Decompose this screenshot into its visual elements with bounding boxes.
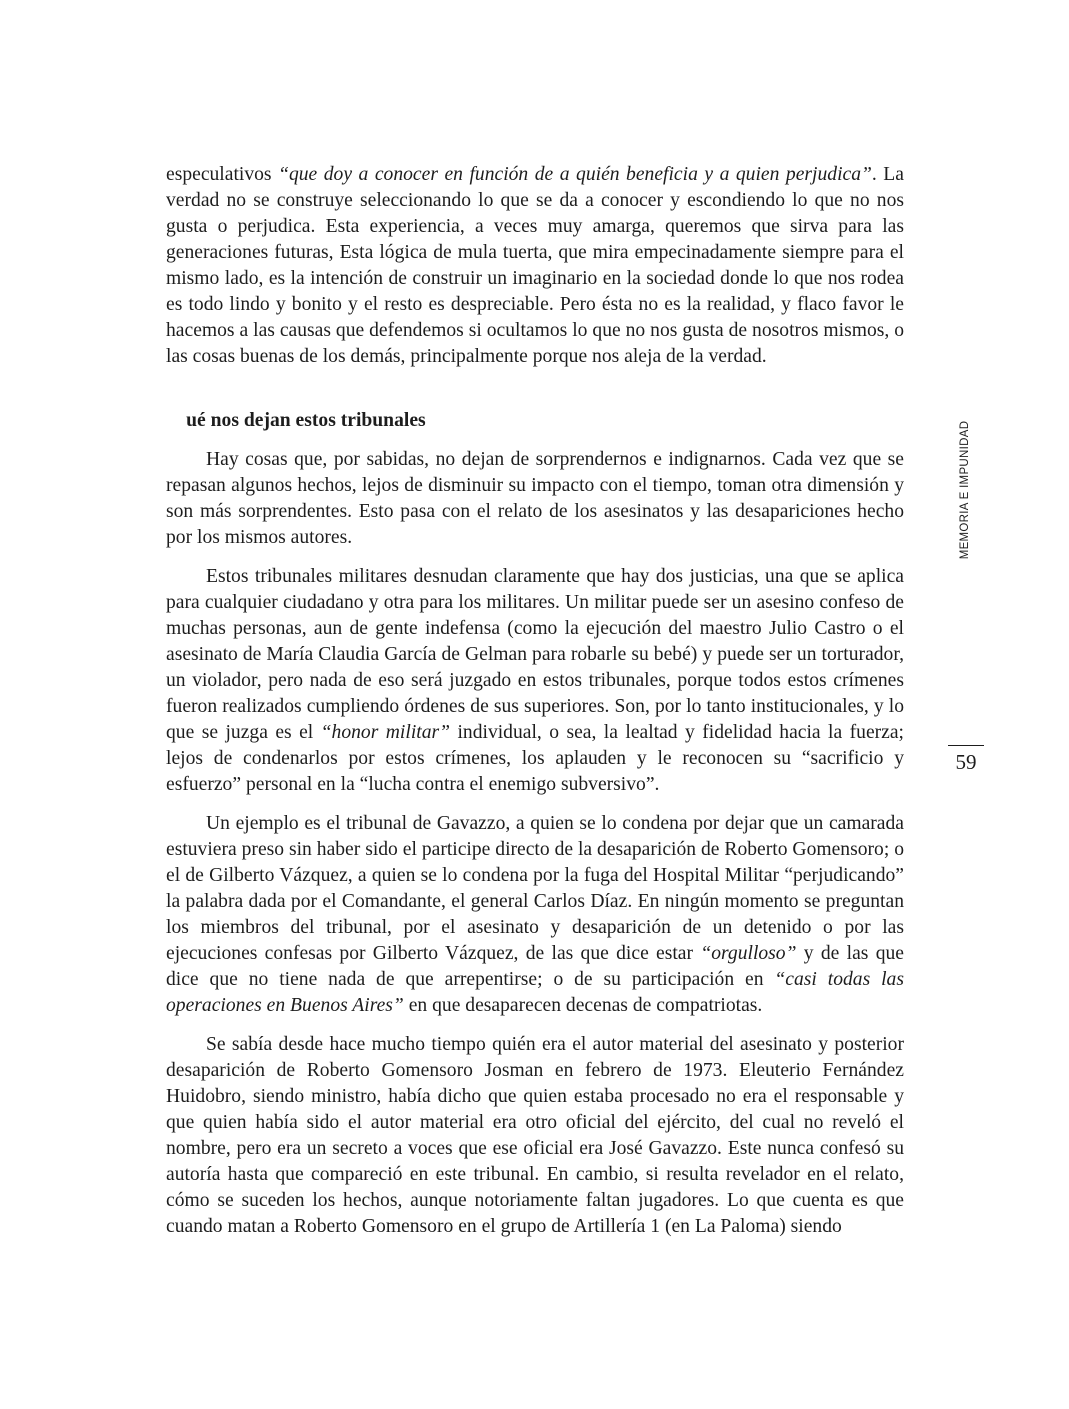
section-body — [166, 447, 904, 1240]
section-heading:   ué nos dejan estos tribunales — [166, 410, 426, 431]
paragraph: Estos tribunales militares desnudan claramente que hay dos justicias, una que se aplica para cualquier ciudadano y otra para los militares. Un militar puede ser un asesino confeso de muchas personas, aun de gente indefensa (como la ejecución del maestro Julio Castro o el asesinato de María Claudia García de Gelman para robarle su bebé) y puede ser un torturador, un violador, pero nada de eso será juzgado en estos tribunales, porque todos estos crímenes fueron realizados cumpliendo órdenes de sus superiores. Son, por lo tanto institucionales, y lo que se juzga es el “honor militar” individual, o sea, la lealtad y fidelidad hacia la fuerza; lejos de condenarlos por estos crímenes, los aplauden y le reconocen su “sacrificio y esfuerzo” personal en la “lucha contra el enemigo subversivo”. — [166, 566, 905, 795]
paragraph: Un ejemplo es el tribunal de Gavazzo, a quien se lo condena por dejar que un camarada estuviera preso sin haber sido el participe directo de la desaparición de Roberto Gomensoro; o el de Gilberto Vázquez, a quien se lo condena por la fuga del Hospital Militar “perjudicando” la palabra dada por el Comandante, el general Carlos Díaz. En ningún momento se preguntan los miembros del tribunal, por el asesinato y desaparición de un detenido o por las ejecuciones confesas por Gilberto Vázquez, de las que dice estar “orgulloso” y de las que dice que no tiene nada de que arrepentirse; o de su participación en “casi todas las operaciones en Buenos Aires” en que desaparecen decenas de compatriotas. — [166, 813, 904, 1016]
quote-italic: “orgulloso” — [700, 943, 797, 964]
paragraph: Se sabía desde hace mucho tiempo quién era el autor material del asesinato y posterior desaparición de Roberto Gomensoro Josman en febrero de 1973. Eleuterio Fernández Huidobro, siendo ministro, había dicho que quien estaba procesado no era el responsable y que quien había sido el autor material era otro oficial del ejército, del cual no reveló el nombre, pero era un secreto a voces que ese oficial era José Gavazzo. Este nunca confesó su autoría hasta que compareció en este tribunal. En cambio, si resulta revelador en el relato, cómo se suceden los hechos, aunque notoriamente faltan jugadores. Lo que cuenta es que cuando matan a Roberto Gomensoro en el grupo de Artillería 1 (en La Paloma) siendo — [166, 1034, 904, 1237]
page-number: 59 — [955, 750, 977, 774]
intro-text-block — [166, 162, 904, 370]
paragraph-continuation: especulativos “que doy a conocer en función de a quién beneficia y a quien perjudica”. La verdad no se construye seleccionando lo que se da a conocer y escondiendo lo que no nos gusta o perjudica. Esta experiencia, a veces muy amarga, queremos que sirva para las generaciones futuras, Esta lógica de mula tuerta, que mira empecinadamente siempre para el mismo lado, es la intención de construir un imaginario en la sociedad donde lo que nos rodea es todo lindo y bonito y el resto es despreciable. Pero ésta no es la realidad, y flaco favor le hacemos a las causas que defendemos si ocultamos lo que no nos gusta de nosotros mismos, o las cosas buenas de los demás, principalmente porque nos aleja de la verdad. — [166, 164, 904, 367]
paragraph: Hay cosas que, por sabidas, no dejan de sorprendernos e indignarnos. Cada vez que se repasan algunos hechos, lejos de disminuir su impacto con el tiempo, toman otra dimensión y son más sorprendentes. Esto pasa con el relato de los asesinatos y las desapariciones hecho por los mismos autores. — [166, 449, 904, 548]
quote-italic: “que doy a conocer en función de a quién beneficia y a quien perjudica” — [278, 164, 872, 185]
page-number-rule — [948, 745, 984, 746]
quote-italic: “honor militar” — [320, 722, 451, 743]
quote-italic: “casi todas las operaciones en Buenos Aires” — [166, 969, 904, 1016]
running-title: MEMORIA E IMPUNIDAD — [959, 420, 971, 560]
